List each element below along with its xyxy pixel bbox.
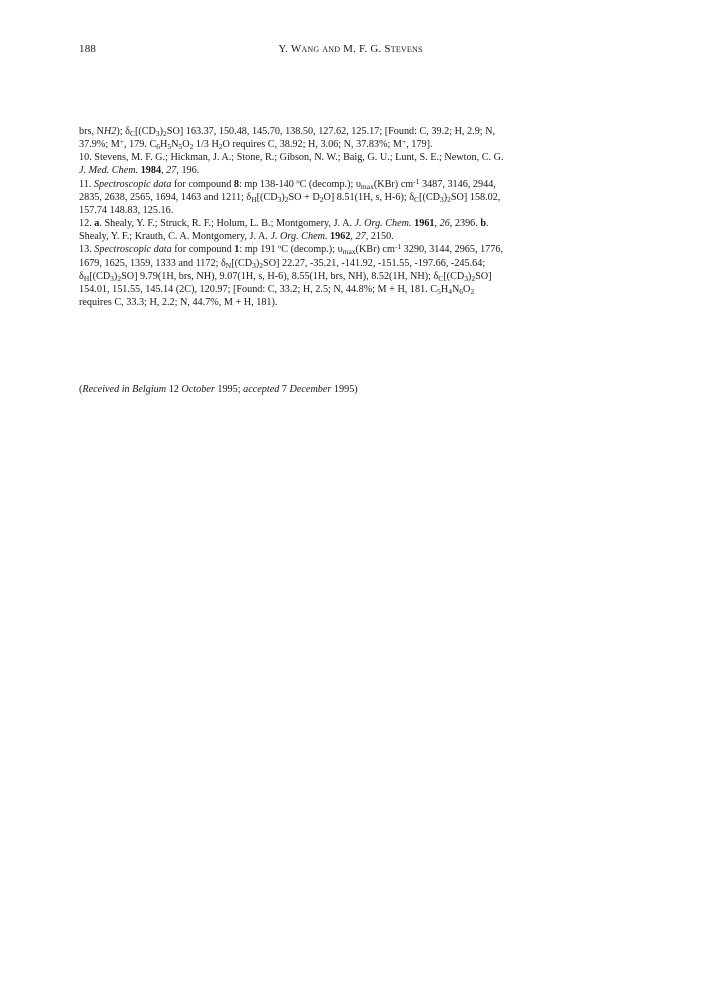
reference-12-line-1: 12. a. Shealy, Y. F.; Struck, R. F.; Holum, L. B.; Montgomery, J. A. J. Org. Chem. 1961, 26, 2396. b. (79, 218, 489, 230)
running-head-authors: Y. Wang and M. F. G. Stevens (278, 43, 423, 55)
reference-13-line-1: 13. Spectroscopic data for compound 1: mp 191 ºC (decomp.); $\upsilon_{max}(KBr)$ $cm^{-1}$ 3290, 3144, 2965, 1776, (79, 242, 503, 257)
reference-12-line-2: Shealy, Y. F.; Krauth, C. A. Montgomery, J. A. J. Org. Chem. 1962, 27, 2150. (79, 231, 394, 243)
note-continuation-line-1: brs, NH2); $\delta_C[(CD_3)_2SO]$ 163.37, 150.48, 145.70, 138.50, 127.62, 125.17; [Found: C, 39.2; H, 2.9; N, (79, 126, 496, 138)
reference-13-line-2: 1679, 1625, 1359, 1333 and 1172; $\delta_N[(CD_3)_2SO]$ 22.27, -35.21, -141.92, -151.55, -197.66, -245.64; (79, 257, 486, 270)
page-number: 188 (79, 43, 97, 55)
reference-13-line-5: requires C, 33.3; H, 2.2; N, 44.7%, M + H, 181). (79, 297, 278, 309)
reference-13-line-4: 154.01, 151.55, 145.14 (2C), 120.97; [Found: C, 33.2; H, 2.5; N, 44.8%; M + H, 181. $C_5H_4N_6O_2$ (79, 283, 475, 296)
reference-10-line-1: 10. Stevens, M. F. G.; Hickman, J. A.; Stone, R.; Gibson, N. W.; Baig, G. U.; Lunt, S. E.; Newton, C. G. (79, 152, 504, 164)
reference-11-line-3: 157.74 148.83, 125.16. (79, 204, 174, 216)
reference-11-line-1: 11. Spectroscopic data for compound 8: mp 138-140 ºC (decomp.); $\upsilon_{max}(KBr)$ $cm^{-1}$ 3487, 3146, 2944, (79, 176, 496, 191)
reference-11-line-2: 2835, 2638, 2565, 1694, 1463 and 1211; $\delta_H[(CD_3)_2SO + D_2O]$ 8.51(1H, s, H-6); $\delta_C[(CD_3)_2SO]$ 158.02, (79, 191, 501, 204)
notes-text (79, 125, 639, 309)
reference-13-line-3: $\delta_H[(CD_3)_2SO]$ 9.79(1H, brs, NH), 9.07(1H, s, H-6), 8.55(1H, brs, NH), 8.52(1H, NH); $\delta_C[(CD_3)_2SO]$ (79, 270, 492, 283)
note-continuation-line-2: 37.9%; M+, 179. $C_6H_5N_5O_2$ 1/3 $H_2O$ requires C, 38.92; H, 3.06; N, 37.83%; M+, 179]. (79, 137, 433, 152)
received-date-line: (Received in Belgium 12 October 1995; accepted 7 December 1995) (79, 384, 358, 395)
reference-10-line-2: J. Med. Chem. 1984, 27, 196. (79, 165, 200, 177)
